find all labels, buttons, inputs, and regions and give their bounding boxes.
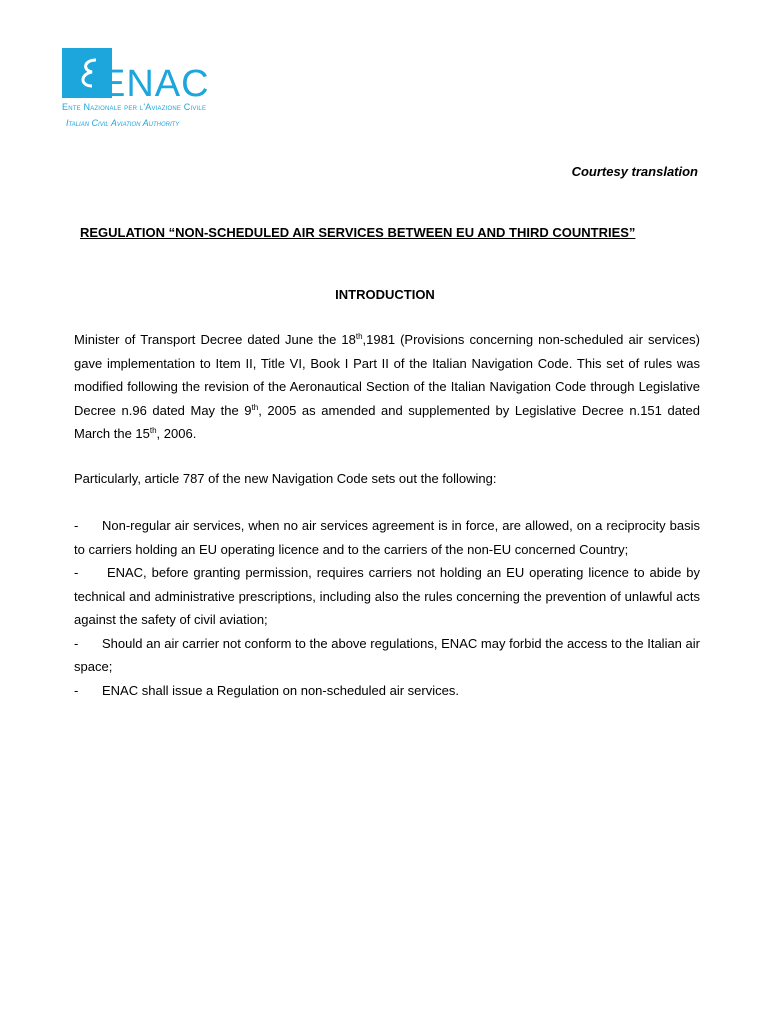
document-title: REGULATION “NON-SCHEDULED AIR SERVICES BETWEEN EU AND THIRD COUNTRIES” xyxy=(80,225,636,240)
enac-logo xyxy=(62,48,232,138)
logo-subtitle-italian: Ente Nazionale per l'Aviazione Civile xyxy=(62,102,207,112)
article-paragraph: Particularly, article 787 of the new Navigation Code sets out the following: xyxy=(74,471,497,486)
list-item: - Non-regular air services, when no air services agreement is in force, are allowed, on a reciprocity basis to carriers holding an EU operating licence and to the carriers of the non-EU concerned Country; xyxy=(74,518,700,557)
logo-subtitle-english: Italian Civil Aviation Authority xyxy=(66,118,180,128)
courtesy-note: Courtesy translation xyxy=(571,164,698,179)
list-item: - Should an air carrier not conform to the above regulations, ENAC may forbid the access to the Italian air space; xyxy=(74,635,700,674)
provisions-list xyxy=(74,514,700,702)
intro-paragraph: Minister of Transport Decree dated June the 18th,1981 (Provisions concerning non-scheduled air services) gave implementation to Item II, Title VI, Book I Part II of the Italian Navigation Code. This set of rules was modified following the revision of the Aeronautical Section of the Italian Navigation Code through Legislative Decree n.96 dated May the 9th, 2005 as amended and supplemented by Legislative Decree n.151 dated March the 15th, 2006. xyxy=(74,332,700,441)
logo-word: ENAC xyxy=(100,63,210,105)
section-heading: INTRODUCTION xyxy=(335,287,435,302)
list-item: - ENAC shall issue a Regulation on non-scheduled air services. xyxy=(74,682,459,698)
list-item: - ENAC, before granting permission, requires carriers not holding an EU operating licence to abide by technical and administrative prescriptions, including also the rules concerning the prevention of unlawful acts against the safety of civil aviation; xyxy=(74,565,700,627)
